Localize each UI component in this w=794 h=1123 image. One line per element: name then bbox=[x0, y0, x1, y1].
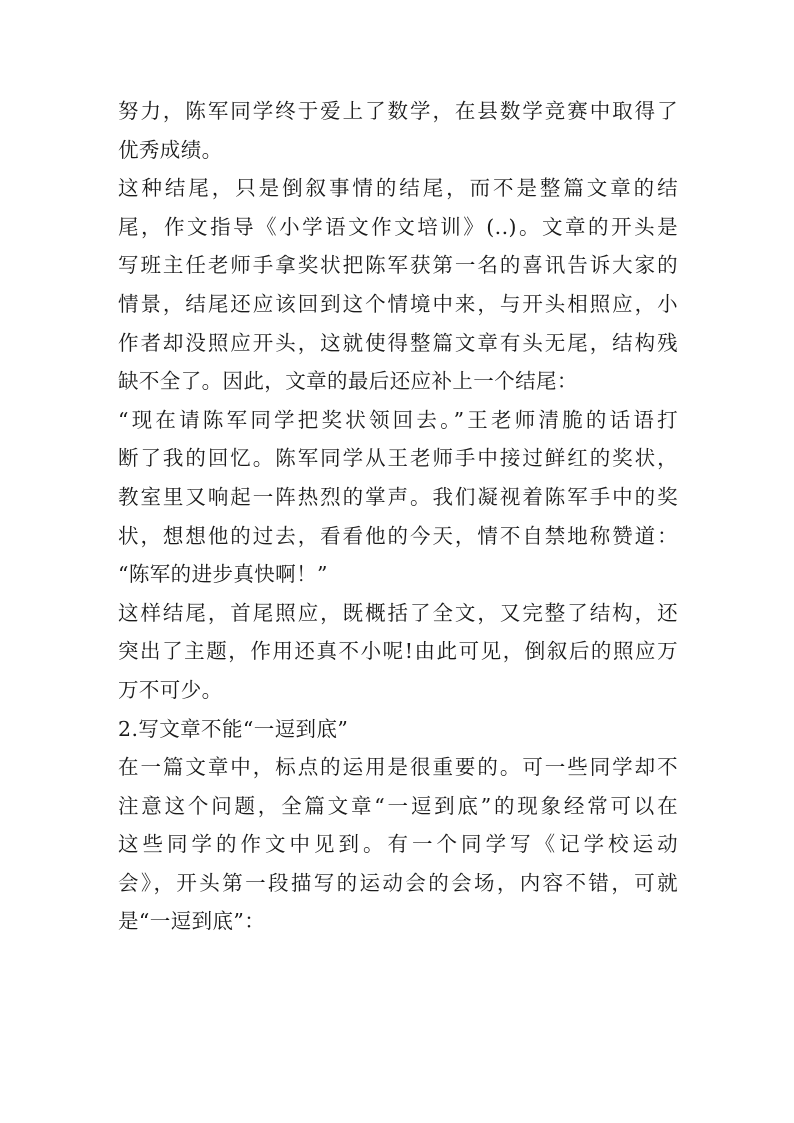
text-line: 这些同学的作文中见到。有一个同学写《记学校运动 bbox=[118, 832, 678, 857]
document-page bbox=[118, 92, 678, 941]
text-line: 作者却没照应开头，这就使得整篇文章有头无尾，结构残 bbox=[118, 330, 678, 355]
text-line: 教室里又响起一阵热烈的掌声。我们凝视着陈军手中的奖 bbox=[118, 484, 678, 509]
text-line: 注意这个问题，全篇文章“一逗到底”的现象经常可以在 bbox=[118, 793, 678, 818]
text-line: 写班主任老师手拿奖状把陈军获第一名的喜讯告诉大家的 bbox=[118, 253, 678, 278]
text-line: 万不可少。 bbox=[118, 677, 223, 702]
text-line: 努力，陈军同学终于爱上了数学，在县数学竞赛中取得了 bbox=[118, 99, 678, 123]
text-line: 状，想想他的过去，看看他的今天，情不自禁地称赞道： bbox=[118, 523, 678, 548]
text-line: 情景，结尾还应该回到这个情境中来，与开头相照应，小 bbox=[118, 291, 678, 316]
text-line: 优秀成绩。 bbox=[118, 137, 223, 162]
text-line: 这样结尾，首尾照应，既概括了全文，又完整了结构，还 bbox=[118, 600, 678, 625]
section-heading: 2.写文章不能“一逗到底” bbox=[118, 716, 349, 741]
text-line: 突出了主题，作用还真不小呢!由此可见，倒叙后的照应万 bbox=[118, 639, 678, 664]
text-line: 缺不全了。因此，文章的最后还应补上一个结尾： bbox=[118, 369, 578, 394]
text-line: 断了我的回忆。陈军同学从王老师手中接过鲜红的奖状， bbox=[118, 446, 678, 471]
text-line: 是“一逗到底”： bbox=[118, 909, 266, 934]
text-line: 会》，开头第一段描写的运动会的会场，内容不错，可就 bbox=[118, 870, 678, 895]
text-line: 尾，作文指导《小学语文作文培训》(..)。文章的开头是 bbox=[118, 214, 678, 239]
text-line: “现在请陈军同学把奖状领回去。”王老师清脆的话语打 bbox=[118, 407, 678, 432]
text-line: “陈军的进步真快啊！” bbox=[118, 562, 328, 587]
text-line: 这种结尾，只是倒叙事情的结尾，而不是整篇文章的结 bbox=[118, 176, 678, 201]
text-line: 在一篇文章中，标点的运用是很重要的。可一些同学却不 bbox=[118, 755, 678, 780]
